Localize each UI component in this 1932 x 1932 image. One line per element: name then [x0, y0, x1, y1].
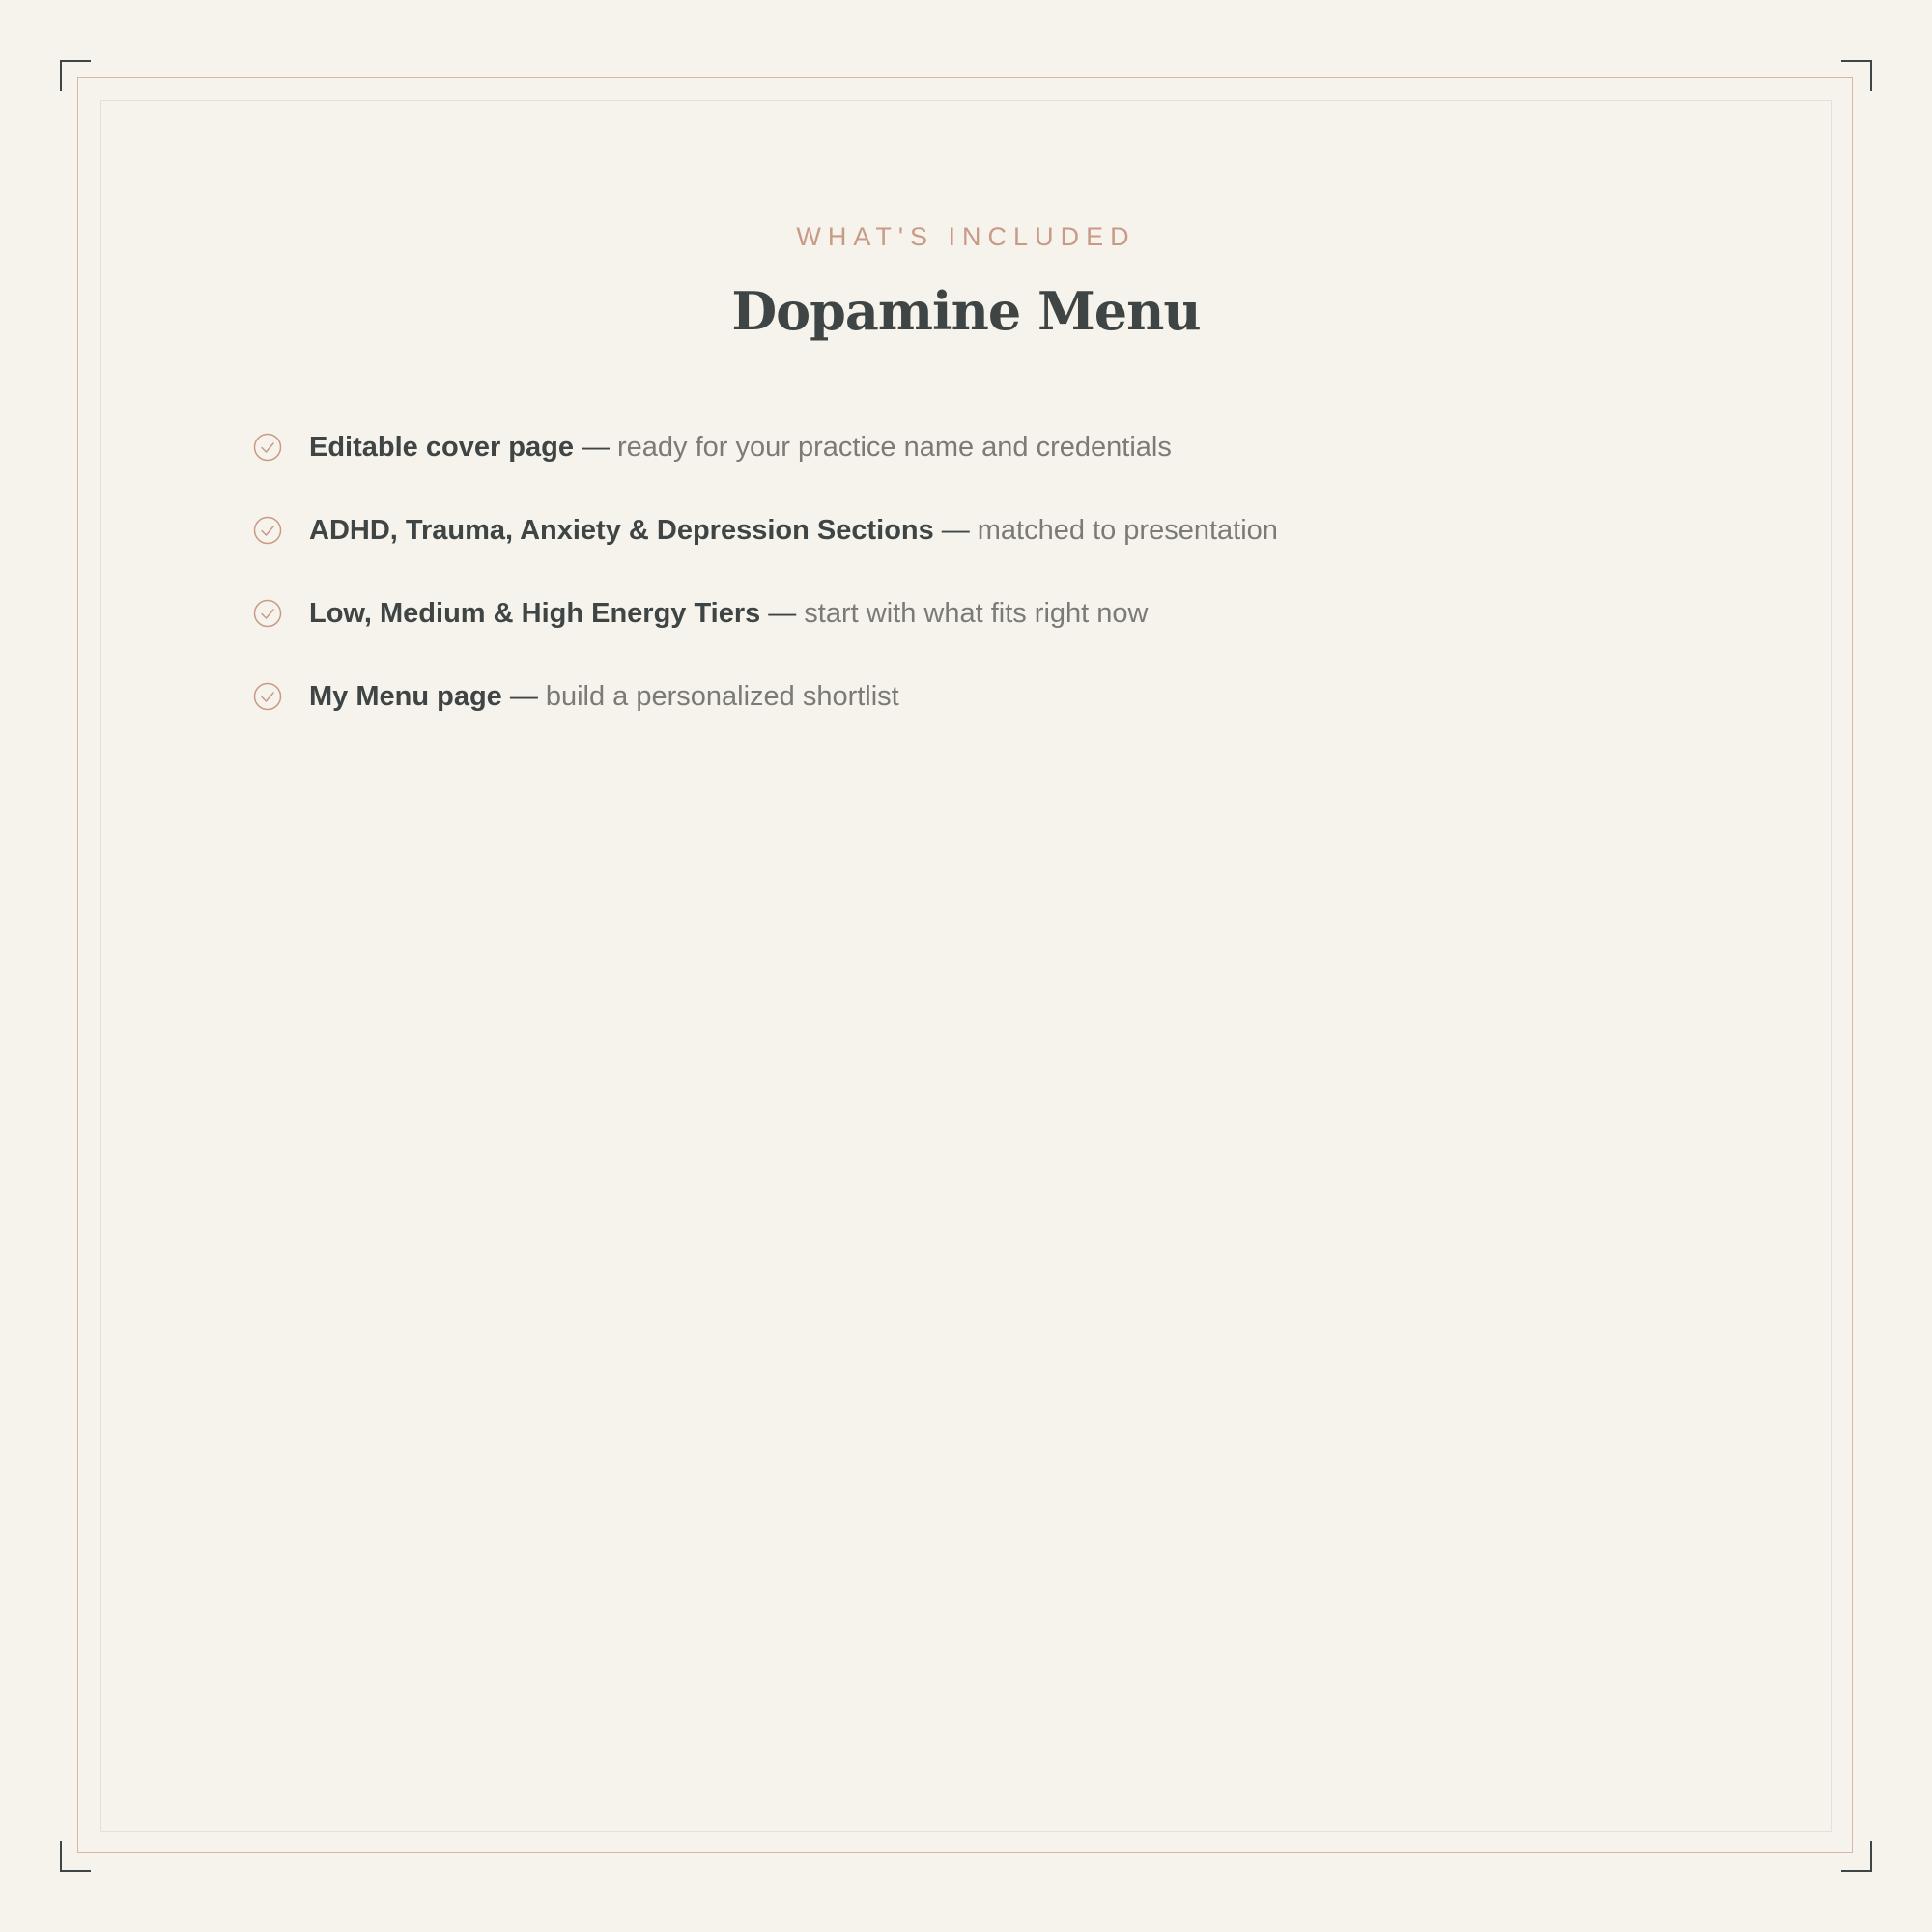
- feature-item: [253, 425, 1278, 469]
- feature-description: build a personalized shortlist: [545, 680, 899, 712]
- feature-item: [253, 674, 1278, 719]
- feature-title: Low, Medium & High Energy Tiers: [309, 597, 761, 629]
- feature-description: ready for your practice name and credentials: [617, 431, 1172, 463]
- feature-title: Editable cover page: [309, 431, 574, 463]
- feature-item: [253, 508, 1278, 553]
- feature-separator: —: [509, 680, 538, 712]
- check-circle-icon: [253, 682, 282, 711]
- feature-title: ADHD, Trauma, Anxiety & Depression Sections: [309, 514, 934, 546]
- inner-frame: [100, 100, 1832, 1832]
- feature-description: matched to presentation: [977, 514, 1278, 546]
- feature-description: start with what fits right now: [804, 597, 1149, 629]
- feature-separator: —: [941, 514, 970, 546]
- feature-separator: —: [768, 597, 797, 629]
- check-circle-icon: [253, 516, 282, 545]
- feature-title: My Menu page: [309, 680, 502, 712]
- section-eyebrow: WHAT'S INCLUDED: [796, 222, 1136, 251]
- feature-list: [253, 425, 1278, 757]
- check-circle-icon: [253, 599, 282, 628]
- feature-item: [253, 591, 1278, 636]
- feature-separator: —: [582, 431, 610, 463]
- page-title: Dopamine Menu: [731, 280, 1201, 342]
- check-circle-icon: [253, 433, 282, 462]
